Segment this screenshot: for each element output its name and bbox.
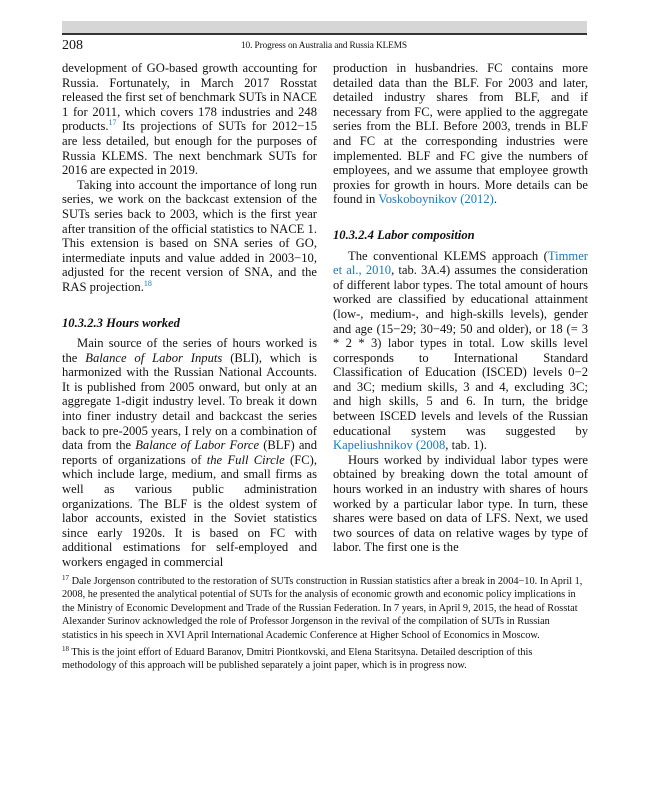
footnote-17 bbox=[62, 575, 587, 642]
section-heading-labor-composition: 10.3.2.4 Labor composition bbox=[333, 227, 475, 242]
paragraph bbox=[333, 61, 588, 207]
paragraph-text: (BLI), which is harmonized with the Russian National Accounts. It is published from 2005 onward, but only at an aggregate 1-digit industry level. To break it down into finer industry detail and backcast the series back to pre-2005 years, I rely on a combination of data from the bbox=[62, 350, 317, 453]
paragraph bbox=[62, 178, 317, 295]
paragraph-text: , tab. 3A.4) assumes the consideration of different labor types. The total amount of hours worked are classified by educational attainment (low-, medium-, and high-skills levels), gender and age (15−29; 30−49; 50 and older), or 18 (= 3 * 2 * 3) labor types in total. Low skills level corresponds to International Standard Classification of Education (ISCED) levels 0−2 and 3C; medium skills, 3 and 4, excluding 3C; and high skills, 5 and 6. In turn, the bridge between ISCED levels and levels of the Russian educational system was suggested by bbox=[333, 263, 588, 438]
left-column bbox=[62, 61, 317, 570]
footnote-text: Dale Jorgenson contributed to the restoration of SUTs construction in Russian statistics after a break in 2004−10. In April 1, 2008, he presented the analytical potential of SUTs for the analysis of economic growth and economic policy implications in the Ministry of Economic Development and Trade of the Russian Federation. In 7 years, in April 9, 2015, the head of Rosstat Alexander Surinov acknowledged the role of Professor Jorgenson in the revival of the compilation of SUTs in Russian statistics in his speech in XVI April International Academic Conference at Higher School of Economics in Moscow. bbox=[62, 576, 583, 641]
header-bar bbox=[62, 21, 587, 35]
paragraph-text: production in husbandries. FC contains more detailed data than the BLF. For 2003 and later, detailed industry shares from BLF, and if necessary from FC, were applied to the aggregate series from the BLI. Before 2003, trends in BLF and FC at the corresponding industries were implemented. BLF and FC give the numbers of employees, and we assume that employee growth proxies for growth in hours. More details can be found in bbox=[333, 61, 588, 207]
paragraph-text: development of GO-based growth accounting for Russia. Fortunately, in March 2017 Rosstat released the first set of benchmark SUTs in NACE 1 for 2011, which covers 178 industries and 248 products. bbox=[62, 61, 317, 134]
paragraph-text: , tab. 1). bbox=[445, 438, 487, 453]
paragraph-text: (FC), which include large, medium, and small firms as well as various public administration organizations. The BLF is the oldest system of labor accounts, existed in the Soviet statistics since early 1920s. It is based on FC with additional estimations for self-employed and workers engaged in commercial bbox=[62, 452, 317, 569]
paragraph: Hours worked by individual labor types were obtained by breaking down the total amount of hours worked in an industry with shares of hours worked by a particular labor type. In turn, these shares were based on data of LFS. Next, we used two sources of data on relative wages by type of labor. The first one is the bbox=[333, 452, 588, 555]
citation-link-voskoboynikov[interactable]: Voskoboynikov (2012) bbox=[378, 192, 494, 207]
citation-link-timmer[interactable]: Timmer et al., 2010 bbox=[333, 248, 588, 278]
running-head: 10. Progress on Australia and Russia KLEMS bbox=[241, 41, 407, 51]
paragraph bbox=[333, 249, 588, 453]
emphasis-text: Balance of Labor Force bbox=[135, 438, 260, 453]
footnote-ref-17[interactable]: 17 bbox=[108, 118, 117, 128]
paragraph bbox=[62, 61, 317, 178]
footnotes bbox=[62, 575, 587, 677]
footnote-ref-18[interactable]: 18 bbox=[143, 278, 152, 288]
emphasis-text: the Full Circle bbox=[206, 452, 285, 467]
paragraph-text: Its projections of SUTs for 2012−15 are less detailed, but enough for the purposes of Russia KLEMS. The next benchmark SUTs for 2016 are expected in 2019. bbox=[62, 119, 317, 178]
paragraph-text: Taking into account the importance of long run series, we work on the backcast extension of the SUTs series back to 2003, which is the first year after transition of the official statistics to NACE 1. This extension is based on SNA series of GO, intermediate inputs and value added in 2003−10, adjusted for the recent version of SNA, and the RAS projection. bbox=[62, 177, 317, 294]
paragraph-text: (BLF) and reports of organizations of bbox=[62, 438, 317, 467]
footnote-text: This is the joint effort of Eduard Baranov, Dmitri Piontkovski, and Elena Staritsyna. Detailed description of this methodology of this approach will be published separately a joint paper, which is in progress now. bbox=[62, 647, 533, 672]
citation-link-kapeliushnikov[interactable]: Kapeliushnikov (2008 bbox=[333, 438, 446, 453]
right-column bbox=[333, 61, 588, 555]
emphasis-text: Balance of Labor Inputs bbox=[85, 350, 223, 365]
paragraph-text: Main source of the series of hours worked is the bbox=[62, 336, 317, 365]
footnote-number: 17 bbox=[62, 574, 69, 582]
paragraph-text: The conventional KLEMS approach ( bbox=[348, 248, 548, 263]
footnote-18 bbox=[62, 646, 587, 673]
page-number: 208 bbox=[62, 38, 83, 53]
paragraph-text: . bbox=[493, 192, 497, 207]
paragraph bbox=[62, 336, 317, 570]
section-heading-hours-worked: 10.3.2.3 Hours worked bbox=[62, 315, 180, 330]
footnote-number: 18 bbox=[62, 645, 69, 654]
